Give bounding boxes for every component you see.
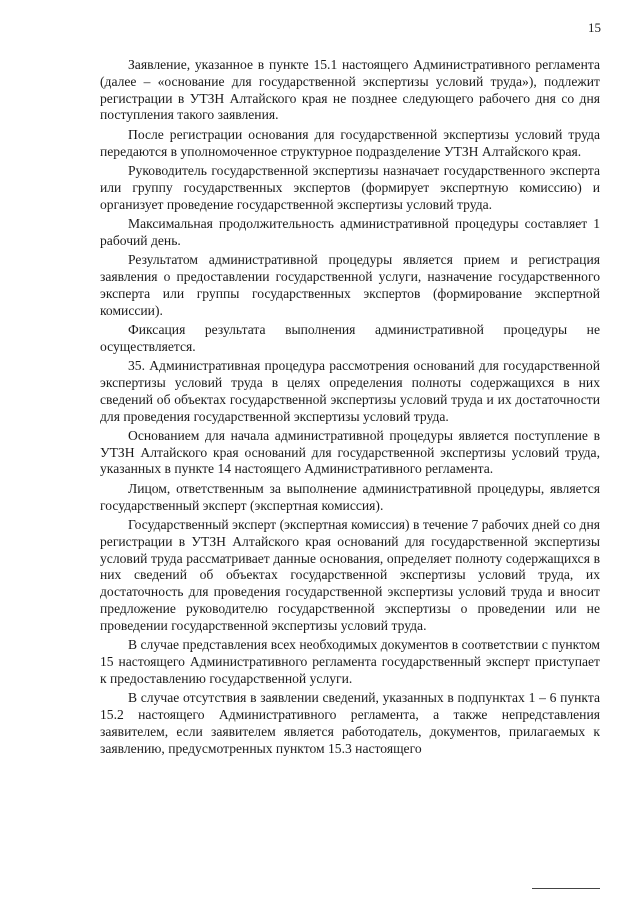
paragraph: После регистрации основания для государственной экспертизы условий труда передаются в уполномоченное структурное подразделение УТЗН Алтайского края. — [100, 126, 600, 159]
document-body — [100, 57, 600, 760]
paragraph: Фиксация результата выполнения административной процедуры не осуществляется. — [100, 321, 600, 354]
paragraph: Заявление, указанное в пункте 15.1 настоящего Административного регламента (далее – «основание для государственной экспертизы условий труда»), подлежит регистрации в УТЗН Алтайского края не позднее следующего рабочего дня со дня поступления такого заявления. — [100, 57, 600, 123]
paragraph: Результатом административной процедуры является прием и регистрация заявления о предоставлении государственной услуги, назначение государственного эксперта или группы государственных экспертов (формирование экспертной комиссии). — [100, 252, 600, 318]
paragraph: Лицом, ответственным за выполнение административной процедуры, является государственный эксперт (экспертная комиссия). — [100, 480, 600, 513]
page-number: 15 — [588, 20, 601, 35]
paragraph: 35. Административная процедура рассмотрения оснований для государственной экспертизы условий труда в целях определения полноты содержащихся в них сведений об объектах государственной экспертизы условий труда и их достаточности для проведения государственной экспертизы условий труда. — [100, 358, 600, 424]
paragraph: Основанием для начала административной процедуры является поступление в УТЗН Алтайского края оснований для государственной экспертизы условий труда, указанных в пункте 14 настоящего Административного регламента. — [100, 427, 600, 477]
paragraph: Руководитель государственной экспертизы назначает государственного эксперта или группу государственных экспертов (формирует экспертную комиссию) и организует проведение государственной экспертизы условий труда. — [100, 162, 600, 212]
paragraph: Государственный эксперт (экспертная комиссия) в течение 7 рабочих дней со дня регистрации в УТЗН Алтайского края оснований для государственной экспертизы условий труда рассматривает данные основания, определяет полноту содержащихся в них сведений об объектах государственной экспертизы условий труда, их достаточность для проведения государственной экспертизы условий труда и вносит предложение руководителю государственной экспертизы о проведении или не проведении государственной экспертизы условий труда. — [100, 517, 600, 633]
paragraph: В случае отсутствия в заявлении сведений, указанных в подпунктах 1 – 6 пункта 15.2 настоящего Административного регламента, а также непредставления заявителем, если заявителем является работодатель, документов, прилагаемых к заявлению, предусмотренных пунктом 15.3 настоящего — [100, 690, 600, 756]
paragraph: Максимальная продолжительность административной процедуры составляет 1 рабочий день. — [100, 215, 600, 248]
paragraph: В случае представления всех необходимых документов в соответствии с пунктом 15 настоящего Административного регламента государственный эксперт приступает к предоставлению государственной услуги. — [100, 637, 600, 686]
footer-rule — [532, 888, 600, 889]
